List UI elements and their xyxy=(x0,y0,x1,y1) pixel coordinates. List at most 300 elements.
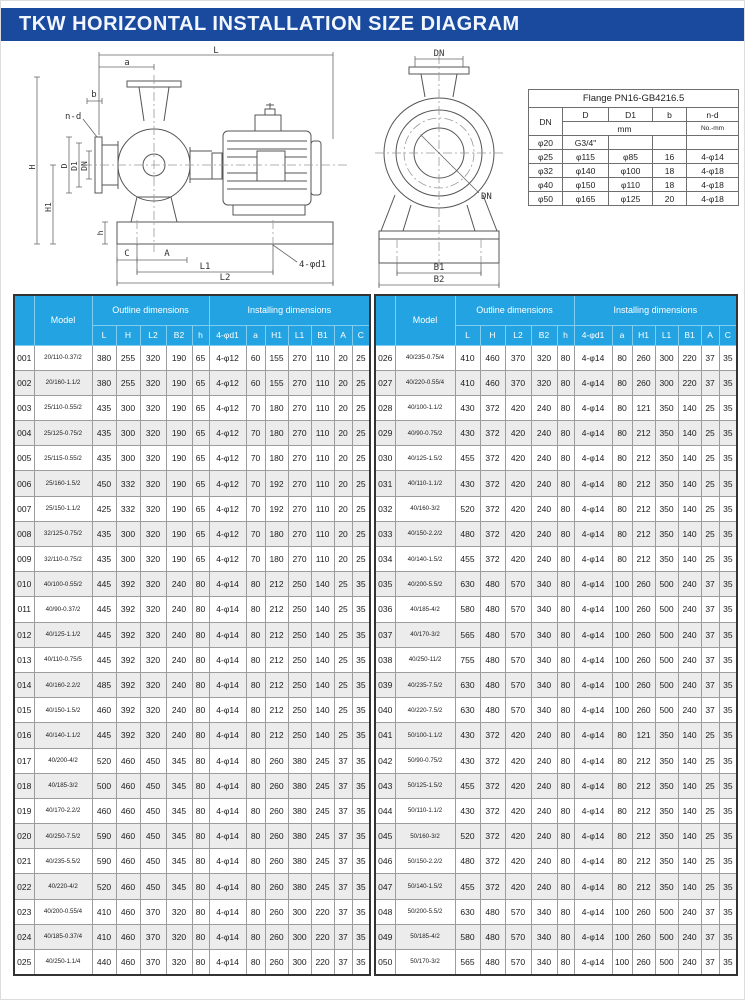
value-cell: 180 xyxy=(265,395,288,420)
value-cell: 25 xyxy=(701,874,719,899)
value-cell: 60 xyxy=(246,345,265,370)
value-cell: 80 xyxy=(612,748,632,773)
model-cell: 40/250-11/2 xyxy=(395,647,455,672)
model-cell: φ115 xyxy=(563,150,609,164)
model-cell: 50/200-5.5/2 xyxy=(395,899,455,924)
col-header-A: A xyxy=(701,325,719,345)
value-cell: 80 xyxy=(192,597,209,622)
value-cell: 480 xyxy=(480,572,505,597)
value-cell: 460 xyxy=(116,824,140,849)
value-cell: 25 xyxy=(334,647,352,672)
model-cell: 40/170-2.2/2 xyxy=(34,798,92,823)
value-cell: 80 xyxy=(612,824,632,849)
value-cell: 212 xyxy=(632,849,655,874)
row-key-cell: 006 xyxy=(14,471,34,496)
value-cell: 420 xyxy=(505,471,531,496)
value-cell: 80 xyxy=(557,824,574,849)
value-cell: 140 xyxy=(678,521,701,546)
value-cell: 4-φ14 xyxy=(574,421,612,446)
value-cell: 80 xyxy=(557,698,574,723)
value-cell: 240 xyxy=(531,395,557,420)
value-cell: 345 xyxy=(166,874,192,899)
value-cell: 340 xyxy=(531,572,557,597)
value-cell: 80 xyxy=(192,899,209,924)
value-cell: 460 xyxy=(116,773,140,798)
value-cell: 350 xyxy=(655,798,678,823)
value-cell: 35 xyxy=(352,874,370,899)
front-centerlines xyxy=(375,55,503,267)
value-cell: 270 xyxy=(288,395,311,420)
value-cell: 520 xyxy=(92,874,116,899)
value-cell: 480 xyxy=(480,597,505,622)
value-cell: 580 xyxy=(455,924,480,949)
value-cell: 240 xyxy=(678,698,701,723)
value-cell: 430 xyxy=(455,395,480,420)
model-cell: 40/250-7.5/2 xyxy=(34,824,92,849)
value-cell: 212 xyxy=(632,798,655,823)
row-key-cell: 029 xyxy=(375,421,395,446)
value-cell: 80 xyxy=(246,647,265,672)
value-cell: 4-φ12 xyxy=(209,521,246,546)
value-cell: 80 xyxy=(557,421,574,446)
row-key-cell: 031 xyxy=(375,471,395,496)
value-cell: 65 xyxy=(192,446,209,471)
value-cell: 4-φ12 xyxy=(209,345,246,370)
value-cell: 192 xyxy=(265,496,288,521)
value-cell: 80 xyxy=(192,748,209,773)
value-cell: 372 xyxy=(480,824,505,849)
value-cell: 220 xyxy=(311,950,334,975)
value-cell: 140 xyxy=(678,496,701,521)
value-cell: 4-φ14 xyxy=(574,572,612,597)
value-cell: 80 xyxy=(246,824,265,849)
value-cell: 370 xyxy=(505,370,531,395)
value-cell: 445 xyxy=(92,622,116,647)
value-cell: 35 xyxy=(719,370,737,395)
value-cell: 80 xyxy=(612,446,632,471)
value-cell: 80 xyxy=(612,547,632,572)
row-key-cell: 027 xyxy=(375,370,395,395)
value-cell: 4-φ14 xyxy=(209,824,246,849)
value-cell: 4-φ14 xyxy=(209,773,246,798)
value-cell: 37 xyxy=(701,950,719,975)
value-cell: 35 xyxy=(352,723,370,748)
value-cell: 16 xyxy=(653,150,687,164)
table-row xyxy=(14,597,370,622)
value-cell: 65 xyxy=(192,421,209,446)
value-cell: 110 xyxy=(311,395,334,420)
value-cell: 500 xyxy=(655,950,678,975)
value-cell: 140 xyxy=(311,572,334,597)
page-title: TKW HORIZONTAL INSTALLATION SIZE DIAGRAM xyxy=(19,13,520,35)
row-key-cell: 020 xyxy=(14,824,34,849)
pump-side-outline xyxy=(95,81,333,244)
value-cell: 4-φ12 xyxy=(209,547,246,572)
value-cell: 350 xyxy=(655,748,678,773)
table-row xyxy=(375,395,737,420)
value-cell: 65 xyxy=(192,370,209,395)
value-cell: 25 xyxy=(701,421,719,446)
value-cell: 37 xyxy=(334,924,352,949)
value-cell: 37 xyxy=(701,672,719,697)
value-cell: 260 xyxy=(632,622,655,647)
value-cell: 372 xyxy=(480,849,505,874)
row-key-cell: 015 xyxy=(14,698,34,723)
value-cell: 65 xyxy=(192,521,209,546)
row-key-cell: 036 xyxy=(375,597,395,622)
value-cell: 260 xyxy=(265,824,288,849)
value-cell: 500 xyxy=(655,672,678,697)
dim-label-B1: B1 xyxy=(433,263,445,273)
value-cell: 240 xyxy=(531,471,557,496)
value-cell: 350 xyxy=(655,446,678,471)
value-cell: 425 xyxy=(92,496,116,521)
value-cell: 445 xyxy=(92,597,116,622)
value-cell: 140 xyxy=(678,446,701,471)
model-column-header: Model xyxy=(395,295,455,345)
value-cell: 480 xyxy=(480,924,505,949)
model-cell: 20/110-0.37/2 xyxy=(34,345,92,370)
dim-label-b: b xyxy=(91,90,97,100)
value-cell: 320 xyxy=(140,521,166,546)
value-cell: 240 xyxy=(531,798,557,823)
value-cell: 212 xyxy=(632,521,655,546)
value-cell: 440 xyxy=(92,950,116,975)
model-cell: 40/100-0.55/2 xyxy=(34,572,92,597)
value-cell: 35 xyxy=(719,798,737,823)
value-cell: 445 xyxy=(92,647,116,672)
installing-dimensions-group-header: Installing dimensions xyxy=(574,295,737,325)
value-cell: 460 xyxy=(116,924,140,949)
value-cell: 350 xyxy=(655,521,678,546)
value-cell xyxy=(653,136,687,150)
value-cell: 250 xyxy=(288,672,311,697)
value-cell: 240 xyxy=(531,446,557,471)
row-key-cell: φ50 xyxy=(529,192,563,206)
dim-label-anchor-holes: 4-φd1 xyxy=(299,260,327,270)
value-cell: 350 xyxy=(655,773,678,798)
value-cell: 20 xyxy=(334,446,352,471)
value-cell: 80 xyxy=(246,874,265,899)
pump-front-view-drawing xyxy=(359,47,539,292)
table-row xyxy=(375,547,737,572)
value-cell: 140 xyxy=(311,597,334,622)
flange-table xyxy=(528,89,739,206)
value-cell: 121 xyxy=(632,395,655,420)
table-row xyxy=(14,395,370,420)
table-row xyxy=(375,572,737,597)
value-cell: 450 xyxy=(140,798,166,823)
model-cell: φ150 xyxy=(563,178,609,192)
value-cell: 380 xyxy=(288,798,311,823)
flange-col-d: D xyxy=(563,108,609,122)
value-cell: 250 xyxy=(288,647,311,672)
dim-label-a: a xyxy=(124,58,130,68)
value-cell: 20 xyxy=(334,471,352,496)
row-key-cell: 043 xyxy=(375,773,395,798)
model-cell: 40/235-7.5/2 xyxy=(395,672,455,697)
value-cell: 350 xyxy=(655,849,678,874)
dim-label-B2: B2 xyxy=(433,275,445,285)
value-cell: 320 xyxy=(140,446,166,471)
value-cell: 140 xyxy=(678,471,701,496)
value-cell: 65 xyxy=(192,547,209,572)
flange-table-title: Flange PN16-GB4216.5 xyxy=(529,90,739,108)
value-cell: 260 xyxy=(265,874,288,899)
value-cell: 460 xyxy=(116,899,140,924)
model-cell: 40/200-0.55/4 xyxy=(34,899,92,924)
col-header-a: a xyxy=(246,325,265,345)
value-cell: 420 xyxy=(505,496,531,521)
row-key-cell: 022 xyxy=(14,874,34,899)
row-key-cell: 032 xyxy=(375,496,395,521)
value-cell: 630 xyxy=(455,572,480,597)
model-cell: 40/185-0.37/4 xyxy=(34,924,92,949)
model-cell: 32/110-0.75/2 xyxy=(34,547,92,572)
title-bar xyxy=(1,8,745,41)
value-cell: 212 xyxy=(632,547,655,572)
value-cell: 345 xyxy=(166,824,192,849)
value-cell: 320 xyxy=(140,622,166,647)
value-cell: 240 xyxy=(166,647,192,672)
value-cell: 380 xyxy=(288,773,311,798)
table-row xyxy=(14,345,370,370)
value-cell: 4-φ14 xyxy=(574,446,612,471)
value-cell: 240 xyxy=(531,824,557,849)
value-cell: 80 xyxy=(246,849,265,874)
value-cell: 380 xyxy=(92,345,116,370)
value-cell: φ85 xyxy=(609,150,653,164)
model-cell: 40/140-1.5/2 xyxy=(395,547,455,572)
value-cell: 270 xyxy=(288,496,311,521)
value-cell: 570 xyxy=(505,622,531,647)
table-row xyxy=(375,874,737,899)
row-key-cell: 028 xyxy=(375,395,395,420)
model-cell: 40/100-1.1/2 xyxy=(395,395,455,420)
row-key-cell: 023 xyxy=(14,899,34,924)
value-cell: 4-φ18 xyxy=(687,164,739,178)
value-cell: 80 xyxy=(557,798,574,823)
value-cell: 4-φ14 xyxy=(574,950,612,975)
table-row xyxy=(529,150,739,164)
value-cell: 80 xyxy=(192,698,209,723)
value-cell: 480 xyxy=(480,647,505,672)
value-cell: 37 xyxy=(701,924,719,949)
value-cell: 80 xyxy=(557,849,574,874)
value-cell: 140 xyxy=(311,622,334,647)
index-column-header xyxy=(14,295,34,345)
model-cell: 40/235-5.5/2 xyxy=(34,849,92,874)
value-cell: 80 xyxy=(612,521,632,546)
value-cell: 590 xyxy=(92,849,116,874)
value-cell: 35 xyxy=(352,824,370,849)
col-header-C: C xyxy=(352,325,370,345)
value-cell: 372 xyxy=(480,471,505,496)
value-cell: 570 xyxy=(505,672,531,697)
value-cell: 4-φ14 xyxy=(574,698,612,723)
value-cell: 20 xyxy=(334,370,352,395)
value-cell: 35 xyxy=(719,395,737,420)
value-cell: 320 xyxy=(140,370,166,395)
value-cell: 245 xyxy=(311,748,334,773)
value-cell: 410 xyxy=(455,370,480,395)
value-cell: 18 xyxy=(653,164,687,178)
value-cell: 35 xyxy=(352,622,370,647)
value-cell: 372 xyxy=(480,395,505,420)
table-row xyxy=(375,748,737,773)
model-cell: G3/4" xyxy=(563,136,609,150)
index-column-header xyxy=(375,295,395,345)
model-cell: 40/160-3/2 xyxy=(395,496,455,521)
value-cell: 320 xyxy=(140,672,166,697)
value-cell: 320 xyxy=(140,723,166,748)
value-cell: 260 xyxy=(265,899,288,924)
value-cell: 80 xyxy=(192,824,209,849)
value-cell: 392 xyxy=(116,698,140,723)
row-key-cell: 040 xyxy=(375,698,395,723)
value-cell: 332 xyxy=(116,496,140,521)
value-cell: 180 xyxy=(265,521,288,546)
value-cell: 410 xyxy=(455,345,480,370)
value-cell: 60 xyxy=(246,370,265,395)
table-row xyxy=(14,849,370,874)
table-row xyxy=(375,622,737,647)
col-header-H: H xyxy=(116,325,140,345)
value-cell: 4-φ14 xyxy=(209,698,246,723)
value-cell: 340 xyxy=(531,597,557,622)
dim-label-DN-bore: DN xyxy=(481,192,492,202)
value-cell: 260 xyxy=(632,597,655,622)
value-cell: 590 xyxy=(92,824,116,849)
value-cell: 4-φ14 xyxy=(209,899,246,924)
value-cell: 4-φ14 xyxy=(209,798,246,823)
value-cell: 190 xyxy=(166,370,192,395)
value-cell: 80 xyxy=(246,924,265,949)
value-cell: 35 xyxy=(719,572,737,597)
row-key-cell: 045 xyxy=(375,824,395,849)
model-column-header: Model xyxy=(34,295,92,345)
value-cell: 140 xyxy=(678,798,701,823)
value-cell: 80 xyxy=(557,672,574,697)
value-cell: 320 xyxy=(531,345,557,370)
value-cell: 430 xyxy=(455,471,480,496)
dim-label-h: h xyxy=(96,230,105,236)
value-cell: 65 xyxy=(192,345,209,370)
value-cell: 430 xyxy=(455,421,480,446)
table-row xyxy=(375,824,737,849)
value-cell: 372 xyxy=(480,496,505,521)
value-cell: φ110 xyxy=(609,178,653,192)
value-cell: 100 xyxy=(612,622,632,647)
value-cell: 80 xyxy=(246,672,265,697)
value-cell: 80 xyxy=(246,572,265,597)
value-cell: 220 xyxy=(678,345,701,370)
model-cell: 50/140-1.5/2 xyxy=(395,874,455,899)
value-cell: 140 xyxy=(678,748,701,773)
value-cell: 392 xyxy=(116,597,140,622)
value-cell: 240 xyxy=(166,622,192,647)
value-cell: 65 xyxy=(192,471,209,496)
table-row xyxy=(14,647,370,672)
value-cell: 35 xyxy=(352,924,370,949)
col-header-B1: B1 xyxy=(311,325,334,345)
dim-label-n-d: n-d xyxy=(65,112,82,122)
value-cell: 25 xyxy=(334,698,352,723)
model-cell: 40/200-5.5/2 xyxy=(395,572,455,597)
dim-label-L: L xyxy=(213,46,219,56)
value-cell: 240 xyxy=(678,950,701,975)
value-cell: 380 xyxy=(288,748,311,773)
value-cell: 20 xyxy=(653,192,687,206)
flange-col-d1: D1 xyxy=(609,108,653,122)
value-cell: 212 xyxy=(265,698,288,723)
value-cell: 380 xyxy=(288,824,311,849)
value-cell: 140 xyxy=(678,547,701,572)
value-cell: 140 xyxy=(678,824,701,849)
value-cell: 270 xyxy=(288,547,311,572)
flange-table-body xyxy=(529,136,739,206)
row-key-cell: 047 xyxy=(375,874,395,899)
flange-unit-mm: mm xyxy=(563,122,687,136)
value-cell: 570 xyxy=(505,899,531,924)
value-cell: 445 xyxy=(92,723,116,748)
value-cell: 320 xyxy=(531,370,557,395)
dim-label-L2: L2 xyxy=(219,273,231,283)
value-cell: 100 xyxy=(612,950,632,975)
value-cell: 80 xyxy=(192,723,209,748)
value-cell: 65 xyxy=(192,395,209,420)
value-cell: 260 xyxy=(632,672,655,697)
value-cell: 4-φ14 xyxy=(209,647,246,672)
value-cell: 455 xyxy=(455,773,480,798)
model-cell: 25/110-0.55/2 xyxy=(34,395,92,420)
value-cell: 240 xyxy=(678,672,701,697)
value-cell: 460 xyxy=(92,798,116,823)
col-header-H1: H1 xyxy=(632,325,655,345)
model-cell: φ140 xyxy=(563,164,609,178)
value-cell: 4-φ12 xyxy=(209,395,246,420)
value-cell: 190 xyxy=(166,521,192,546)
value-cell: 190 xyxy=(166,446,192,471)
value-cell: 35 xyxy=(719,547,737,572)
value-cell: 20 xyxy=(334,496,352,521)
value-cell: 300 xyxy=(116,547,140,572)
value-cell: 35 xyxy=(719,950,737,975)
value-cell: 25 xyxy=(334,572,352,597)
value-cell: 25 xyxy=(352,471,370,496)
col-header-H: H xyxy=(480,325,505,345)
value-cell: 35 xyxy=(719,496,737,521)
value-cell: 25 xyxy=(701,798,719,823)
value-cell: 350 xyxy=(655,824,678,849)
col-header-a: a xyxy=(612,325,632,345)
value-cell: 4-φ14 xyxy=(574,899,612,924)
value-cell: 80 xyxy=(557,547,574,572)
value-cell: 570 xyxy=(505,924,531,949)
value-cell: 420 xyxy=(505,798,531,823)
value-cell: 260 xyxy=(632,698,655,723)
value-cell: 37 xyxy=(334,874,352,899)
value-cell: 240 xyxy=(678,924,701,949)
table-row xyxy=(14,748,370,773)
value-cell: 25 xyxy=(352,547,370,572)
value-cell: 430 xyxy=(455,723,480,748)
value-cell: 420 xyxy=(505,723,531,748)
value-cell: 320 xyxy=(140,547,166,572)
col-header-L1: L1 xyxy=(288,325,311,345)
value-cell: 37 xyxy=(334,773,352,798)
value-cell: 212 xyxy=(632,496,655,521)
